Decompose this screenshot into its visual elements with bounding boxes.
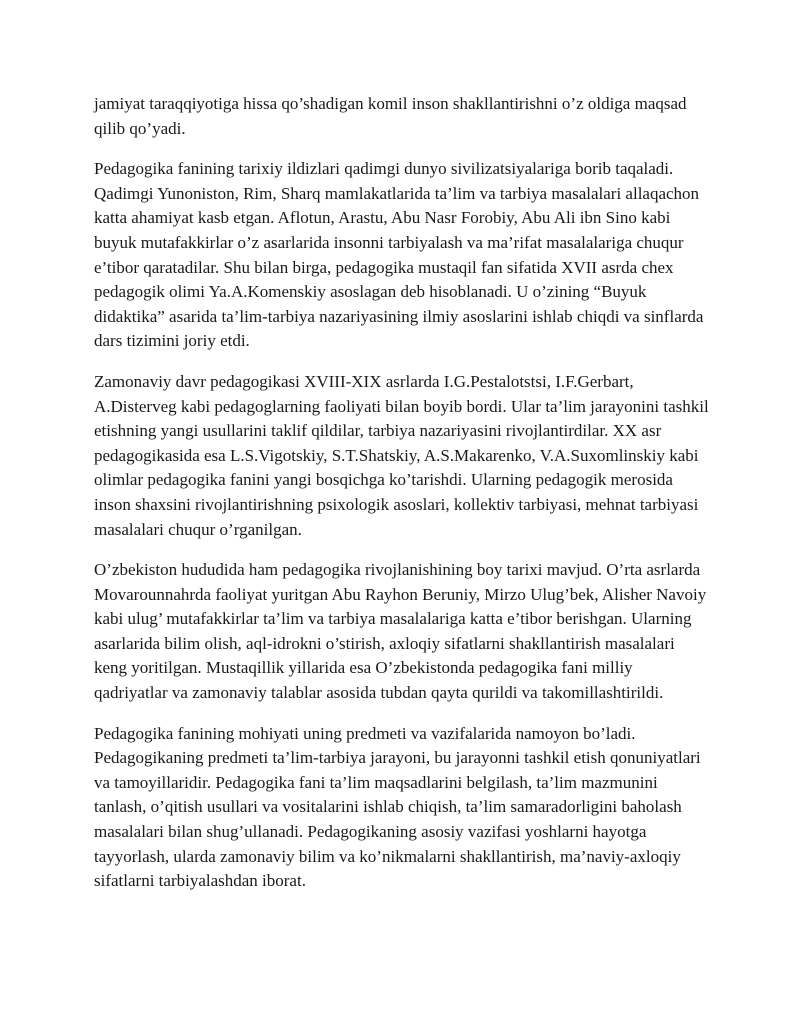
document-page	[94, 92, 710, 910]
paragraph-4: O’zbekiston hududida ham pedagogika rivojlanishining boy tarixi mavjud. O’rta asrlarda Movarounnahrda faoliyat yuritgan Abu Rayhon Beruniy, Mirzo Ulug’bek, Alisher Navoiy kabi ulug’ mutafakkirlar ta’lim va tarbiya masalalariga katta e’tibor berishgan. Ularning asarlarida bilim olish, aql-idrokni o’stirish, axloqiy sifatlarni shakllantirish masalalari keng yoritilgan. Mustaqillik yillarida esa O’zbekistonda pedagogika fani milliy qadriyatlar va zamonaviy talablar asosida tubdan qayta qurildi va takomillashtirildi.	[94, 560, 707, 703]
paragraph-1: jamiyat taraqqiyotiga hissa qo’shadigan komil inson shakllantirishni o’z oldiga maqsad qilib qo’yadi.	[94, 94, 687, 138]
paragraph-2: Pedagogika fanining tarixiy ildizlari qadimgi dunyo sivilizatsiyalariga borib taqaladi. Qadimgi Yunoniston, Rim, Sharq mamlakatlarida ta’lim va tarbiya masalalari allaqachon katta ahamiyat kasb etgan. Aflotun, Arastu, Abu Nasr Forobiy, Abu Ali ibn Sino kabi buyuk mutafakkirlar o’z asarlarida insonni tarbiyalash va ma’rifat masalalariga chuqur e’tibor qaratadilar. Shu bilan birga, pedagogika mustaqil fan sifatida XVII asrda chex pedagogik olimi Ya.A.Komenskiy asoslagan deb hisoblanadi. U o’zining “Buyuk didaktika” asarida ta’lim-tarbiya nazariyasining ilmiy asoslarini ishlab chiqdi va sinflarda dars tizimini joriy etdi.	[94, 159, 704, 351]
paragraph-5: Pedagogika fanining mohiyati uning predmeti va vazifalarida namoyon bo’ladi. Pedagogikaning predmeti ta’lim-tarbiya jarayoni, bu jarayonni tashkil etish qonuniyatlari va tamoyillaridir. Pedagogika fani ta’lim maqsadlarini belgilash, ta’lim mazmunini tanlash, o’qitish usullari va vositalarini ishlab chiqish, ta’lim samaradorligini baholash masalalari bilan shug’ullanadi. Pedagogikaning asosiy vazifasi yoshlarni hayotga tayyorlash, ularda zamonaviy bilim va ko’nikmalarni shakllantirish, ma’naviy-axloqiy sifatlarni tarbiyalashdan iborat.	[94, 723, 701, 891]
paragraph-3: Zamonaviy davr pedagogikasi XVIII-XIX asrlarda I.G.Pestalotstsi, I.F.Gerbart, A.Disterveg kabi pedagoglarning faoliyati bilan boyib bordi. Ular ta’lim jarayonini tashkil etishning yangi usullarini taklif qildilar, tarbiya nazariyasini rivojlantirdilar. XX asr pedagogikasida esa L.S.Vigotskiy, S.T.Shatskiy, A.S.Makarenko, V.A.Suxomlinskiy kabi olimlar pedagogika fanini yangi bosqichga ko’tarishdi. Ularning pedagogik merosida inson shaxsini rivojlantirishning psixologik asoslari, kollektiv tarbiyasi, mehnat tarbiyasi masalalari chuqur o’rganilgan.	[94, 371, 709, 539]
